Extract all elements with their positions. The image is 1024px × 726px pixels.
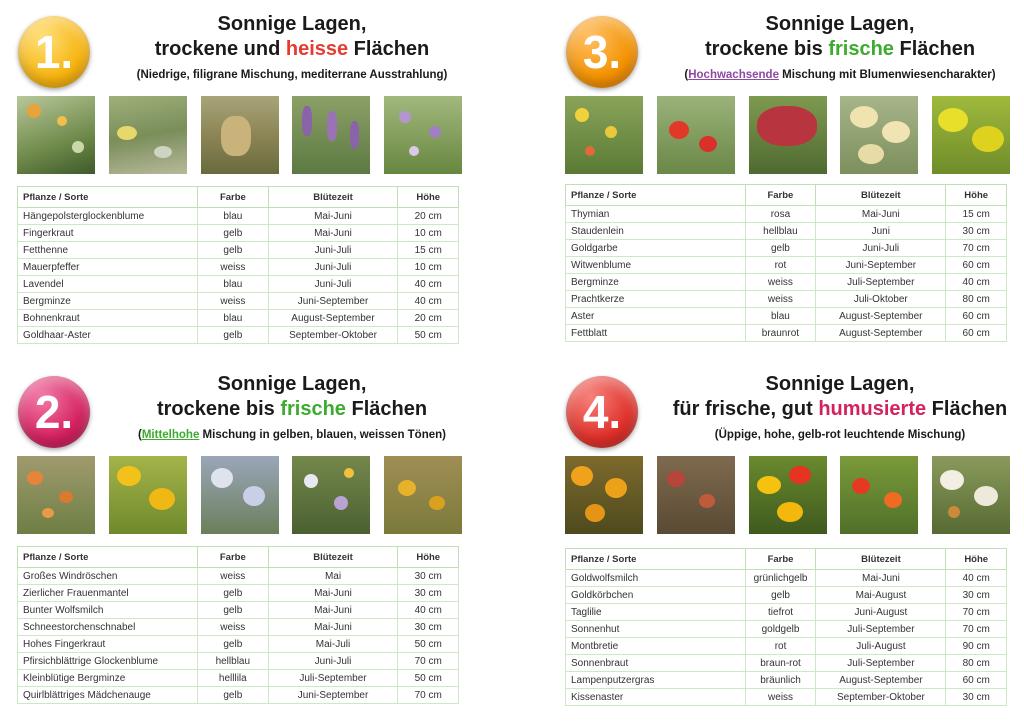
plant-bloom: August-September	[816, 325, 946, 342]
plant-color: weiss	[198, 293, 268, 310]
table-row	[18, 276, 459, 293]
plant-height: 30 cm	[946, 689, 1007, 706]
plant-name: Thymian	[566, 206, 746, 223]
plant-color: gelb	[198, 687, 269, 704]
plant-height: 30 cm	[946, 587, 1007, 604]
plant-color: weiss	[745, 274, 816, 291]
plant-height: 70 cm	[946, 240, 1007, 257]
table-row	[566, 604, 1007, 621]
plant-photo	[292, 96, 370, 174]
plant-color: bräunlich	[745, 672, 816, 689]
section-title-line2: trockene bis frische Flächen	[156, 398, 428, 420]
plant-name: Bergminze	[18, 293, 198, 310]
plant-name: Goldhaar-Aster	[18, 327, 198, 344]
table-row	[18, 653, 459, 670]
column-header-color: Farbe	[198, 547, 269, 568]
section-title-line2: trockene und heisse Flächen	[154, 38, 430, 60]
section-heading	[650, 12, 1024, 81]
plant-height: 10 cm	[398, 259, 459, 276]
table-row	[18, 602, 459, 619]
plant-photo	[384, 96, 462, 174]
plant-bloom: August-September	[816, 672, 946, 689]
plant-color: weiss	[745, 291, 816, 308]
plant-name: Mauerpfeffer	[18, 259, 198, 276]
plant-color: weiss	[198, 259, 268, 276]
plant-photo	[109, 456, 187, 534]
plant-height: 60 cm	[946, 308, 1007, 325]
plant-height: 30 cm	[398, 585, 459, 602]
table-row	[566, 638, 1007, 655]
plant-name: Bohnenkraut	[18, 310, 198, 327]
plant-height: 60 cm	[946, 325, 1007, 342]
section-subtitle: (Mittelhohe Mischung in gelben, blauen, weissen Tönen)	[138, 429, 446, 441]
table-row	[566, 257, 1007, 274]
plant-bloom: Juli-September	[816, 655, 946, 672]
plant-bloom: Mai-Juni	[816, 206, 946, 223]
plant-bloom: Juni	[816, 223, 946, 240]
table-row	[18, 327, 459, 344]
plant-bloom: Juli-August	[816, 638, 946, 655]
table-row	[18, 242, 459, 259]
plant-name: Goldgarbe	[566, 240, 746, 257]
plant-name: Taglilie	[566, 604, 746, 621]
column-header-color: Farbe	[745, 185, 816, 206]
plant-name: Quirlblättriges Mädchenauge	[18, 687, 198, 704]
plant-color: braunrot	[745, 325, 816, 342]
photo-strip	[17, 96, 462, 174]
plant-bloom: Mai-Juni	[268, 208, 398, 225]
number-badge: 4.	[566, 376, 638, 448]
table-row	[18, 225, 459, 242]
section-heading	[650, 372, 1024, 441]
table-row	[566, 206, 1007, 223]
plant-photo	[17, 456, 95, 534]
plant-bloom: Mai-Juni	[268, 602, 398, 619]
plant-height: 40 cm	[398, 276, 459, 293]
plant-table	[17, 546, 459, 704]
plant-name: Kleinblütige Bergminze	[18, 670, 198, 687]
plant-name: Sonnenbraut	[566, 655, 746, 672]
column-header-bloom: Blütezeit	[816, 549, 946, 570]
plant-height: 60 cm	[946, 257, 1007, 274]
table-header-row	[18, 187, 459, 208]
table-row	[18, 636, 459, 653]
plant-height: 40 cm	[398, 293, 459, 310]
section-title-line1: Sonnige Lagen,	[217, 13, 367, 35]
plant-name: Pfirsichblättrige Glockenblume	[18, 653, 198, 670]
plant-name: Fingerkraut	[18, 225, 198, 242]
plant-height: 70 cm	[946, 604, 1007, 621]
column-header-bloom: Blütezeit	[268, 187, 398, 208]
plant-bloom: August-September	[816, 308, 946, 325]
table-row	[18, 585, 459, 602]
plant-name: Zierlicher Frauenmantel	[18, 585, 198, 602]
section-title-line1: Sonnige Lagen,	[765, 373, 915, 395]
section-title-line2: für frische, gut humusierte Flächen	[672, 398, 1008, 420]
table-row	[18, 619, 459, 636]
plant-color: weiss	[745, 689, 816, 706]
table-row	[566, 672, 1007, 689]
section-3	[560, 4, 1024, 354]
plant-height: 70 cm	[398, 653, 459, 670]
plant-height: 70 cm	[946, 621, 1007, 638]
plant-name: Schneestorchenschnabel	[18, 619, 198, 636]
section-subtitle: (Üppige, hohe, gelb-rot leuchtende Mischung)	[714, 429, 966, 441]
table-row	[566, 308, 1007, 325]
plant-photo	[657, 456, 735, 534]
table-header-row	[18, 547, 459, 568]
plant-photo	[565, 456, 643, 534]
plant-color: rosa	[745, 206, 816, 223]
plant-bloom: September-Oktober	[268, 327, 398, 344]
plant-bloom: Juli-September	[816, 274, 946, 291]
plant-bloom: Mai-Juli	[268, 636, 398, 653]
column-header-plant: Pflanze / Sorte	[18, 547, 198, 568]
column-header-bloom: Blütezeit	[816, 185, 946, 206]
plant-name: Bergminze	[566, 274, 746, 291]
section-4	[560, 364, 1024, 714]
section-title-line1: Sonnige Lagen,	[765, 13, 915, 35]
plant-bloom: Mai-August	[816, 587, 946, 604]
plant-name: Goldkörbchen	[566, 587, 746, 604]
plant-color: braun-rot	[745, 655, 816, 672]
plant-photo	[932, 96, 1010, 174]
plant-color: blau	[745, 308, 816, 325]
table-row	[18, 670, 459, 687]
plant-height: 40 cm	[946, 570, 1007, 587]
plant-color: gelb	[745, 240, 816, 257]
plant-bloom: Mai	[268, 568, 398, 585]
plant-name: Kissenaster	[566, 689, 746, 706]
plant-bloom: Mai-Juni	[268, 619, 398, 636]
column-header-plant: Pflanze / Sorte	[566, 185, 746, 206]
plant-height: 30 cm	[398, 568, 459, 585]
table-row	[18, 687, 459, 704]
plant-color: hellblau	[198, 653, 269, 670]
plant-color: gelb	[198, 225, 268, 242]
plant-bloom: Mai-Juni	[268, 585, 398, 602]
table-header-row	[566, 185, 1007, 206]
plant-color: gelb	[198, 636, 269, 653]
plant-name: Bunter Wolfsmilch	[18, 602, 198, 619]
plant-height: 40 cm	[398, 602, 459, 619]
plant-photo	[384, 456, 462, 534]
plant-bloom: Juni-Juli	[268, 242, 398, 259]
plant-color: blau	[198, 208, 268, 225]
plant-bloom: Mai-Juni	[268, 225, 398, 242]
plant-color: rot	[745, 257, 816, 274]
column-header-bloom: Blütezeit	[268, 547, 398, 568]
plant-height: 30 cm	[398, 619, 459, 636]
plant-bloom: Juni-September	[268, 293, 398, 310]
plant-photo	[749, 96, 827, 174]
plant-color: gelb	[745, 587, 816, 604]
plant-photo	[932, 456, 1010, 534]
photo-strip	[565, 96, 1010, 174]
table-row	[566, 655, 1007, 672]
column-header-height: Höhe	[946, 549, 1007, 570]
table-row	[566, 291, 1007, 308]
column-header-plant: Pflanze / Sorte	[566, 549, 746, 570]
table-row	[18, 568, 459, 585]
photo-strip	[17, 456, 462, 534]
section-title-line2: trockene bis frische Flächen	[704, 38, 976, 60]
plant-height: 15 cm	[398, 242, 459, 259]
plant-photo	[201, 96, 279, 174]
section-subtitle: (Hochwachsende Mischung mit Blumenwiesencharakter)	[684, 69, 996, 81]
table-row	[18, 310, 459, 327]
table-row	[566, 274, 1007, 291]
plant-photo	[840, 456, 918, 534]
plant-photo	[109, 96, 187, 174]
plant-height: 80 cm	[946, 655, 1007, 672]
plant-name: Sonnenhut	[566, 621, 746, 638]
plant-height: 20 cm	[398, 208, 459, 225]
plant-height: 20 cm	[398, 310, 459, 327]
plant-height: 70 cm	[398, 687, 459, 704]
plant-color: gelb	[198, 585, 269, 602]
plant-name: Witwenblume	[566, 257, 746, 274]
plant-photo	[201, 456, 279, 534]
section-title-line1: Sonnige Lagen,	[217, 373, 367, 395]
plant-color: hellblau	[745, 223, 816, 240]
plant-name: Großes Windröschen	[18, 568, 198, 585]
column-header-color: Farbe	[198, 187, 268, 208]
plant-bloom: Juli-Oktober	[816, 291, 946, 308]
plant-color: weiss	[198, 568, 269, 585]
plant-color: gelb	[198, 602, 269, 619]
plant-color: weiss	[198, 619, 269, 636]
plant-bloom: Juli-September	[268, 670, 398, 687]
plant-photo	[565, 96, 643, 174]
section-heading	[102, 372, 482, 441]
plant-bloom: Juni-August	[816, 604, 946, 621]
plant-height: 90 cm	[946, 638, 1007, 655]
table-row	[566, 570, 1007, 587]
table-row	[566, 223, 1007, 240]
plant-height: 50 cm	[398, 670, 459, 687]
plant-bloom: September-Oktober	[816, 689, 946, 706]
plant-name: Lavendel	[18, 276, 198, 293]
plant-bloom: Juni-September	[816, 257, 946, 274]
plant-color: grünlichgelb	[745, 570, 816, 587]
plant-height: 40 cm	[946, 274, 1007, 291]
plant-photo	[749, 456, 827, 534]
plant-color: gelb	[198, 242, 268, 259]
table-header-row	[566, 549, 1007, 570]
section-1	[12, 4, 482, 354]
section-2	[12, 364, 482, 714]
column-header-height: Höhe	[946, 185, 1007, 206]
plant-color: tiefrot	[745, 604, 816, 621]
plant-bloom: Juli-September	[816, 621, 946, 638]
plant-name: Staudenlein	[566, 223, 746, 240]
number-badge: 1.	[18, 16, 90, 88]
plant-name: Aster	[566, 308, 746, 325]
plant-height: 80 cm	[946, 291, 1007, 308]
plant-name: Fettblatt	[566, 325, 746, 342]
plant-bloom: Juni-Juli	[268, 276, 398, 293]
table-row	[18, 293, 459, 310]
table-row	[566, 587, 1007, 604]
plant-photo	[292, 456, 370, 534]
plant-bloom: Juni-Juli	[268, 653, 398, 670]
plant-color: goldgelb	[745, 621, 816, 638]
plant-name: Goldwolfsmilch	[566, 570, 746, 587]
plant-name: Hohes Fingerkraut	[18, 636, 198, 653]
number-badge: 3.	[566, 16, 638, 88]
plant-photo	[17, 96, 95, 174]
plant-height: 10 cm	[398, 225, 459, 242]
plant-color: rot	[745, 638, 816, 655]
column-header-color: Farbe	[745, 549, 816, 570]
plant-color: blau	[198, 276, 268, 293]
column-header-plant: Pflanze / Sorte	[18, 187, 198, 208]
number-badge: 2.	[18, 376, 90, 448]
column-header-height: Höhe	[398, 187, 459, 208]
plant-name: Montbretie	[566, 638, 746, 655]
plant-table	[17, 186, 459, 344]
plant-bloom: August-September	[268, 310, 398, 327]
plant-photo	[840, 96, 918, 174]
plant-height: 50 cm	[398, 636, 459, 653]
plant-bloom: Juni-Juli	[268, 259, 398, 276]
section-heading	[102, 12, 482, 81]
plant-height: 60 cm	[946, 672, 1007, 689]
plant-color: helllila	[198, 670, 269, 687]
table-row	[18, 259, 459, 276]
plant-color: gelb	[198, 327, 268, 344]
table-row	[566, 689, 1007, 706]
plant-height: 30 cm	[946, 223, 1007, 240]
table-row	[566, 621, 1007, 638]
table-row	[566, 240, 1007, 257]
plant-bloom: Juni-Juli	[816, 240, 946, 257]
plant-table	[565, 184, 1007, 342]
plant-photo	[657, 96, 735, 174]
section-subtitle: (Niedrige, filigrane Mischung, mediterrane Ausstrahlung)	[136, 69, 448, 81]
plant-name: Prachtkerze	[566, 291, 746, 308]
table-row	[566, 325, 1007, 342]
plant-color: blau	[198, 310, 268, 327]
plant-name: Hängepolsterglockenblume	[18, 208, 198, 225]
plant-bloom: Mai-Juni	[816, 570, 946, 587]
plant-height: 50 cm	[398, 327, 459, 344]
table-row	[18, 208, 459, 225]
plant-table	[565, 548, 1007, 706]
plant-name: Lampenputzergras	[566, 672, 746, 689]
plant-name: Fetthenne	[18, 242, 198, 259]
column-header-height: Höhe	[398, 547, 459, 568]
plant-height: 15 cm	[946, 206, 1007, 223]
plant-bloom: Juni-September	[268, 687, 398, 704]
photo-strip	[565, 456, 1010, 534]
